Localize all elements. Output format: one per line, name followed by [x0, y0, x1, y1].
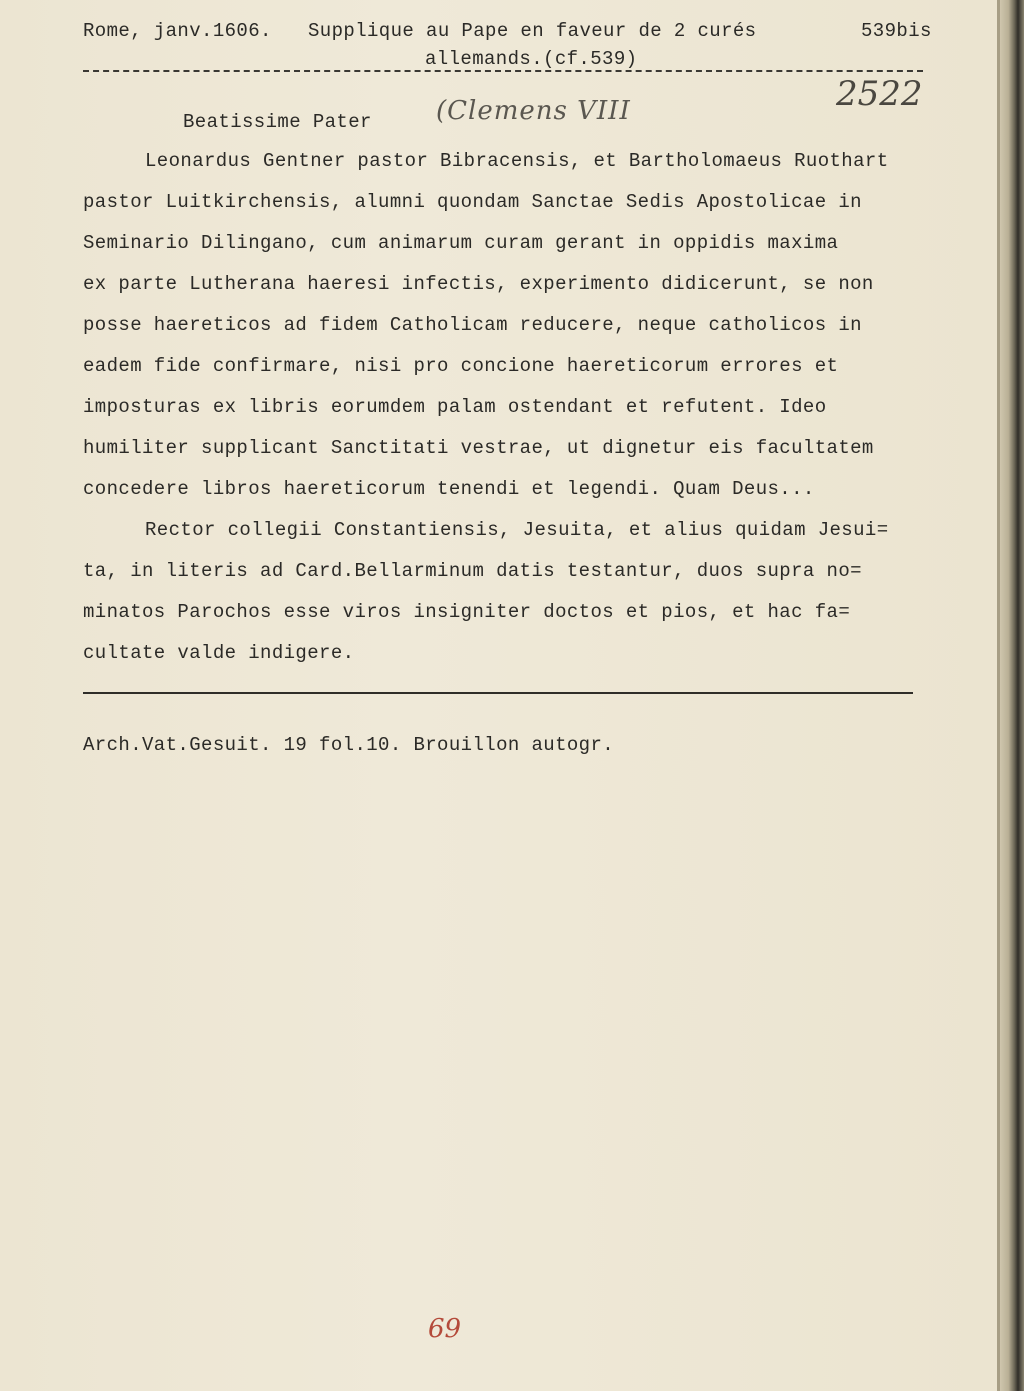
header-subject-line2: allemands.(cf.539): [425, 48, 638, 70]
paragraph-line: pastor Luitkirchensis, alumni quondam Sanctae Sedis Apostolicae in: [83, 191, 862, 213]
paragraph-line: humiliter supplicant Sanctitati vestrae, ut dignetur eis facultatem: [83, 437, 874, 459]
folio-mark: 69: [428, 1314, 462, 1344]
header-subject-line1: Supplique au Pape en faveur de 2 curés: [308, 20, 757, 42]
paragraph-line: ta, in literis ad Card.Bellarminum datis testantur, duos supra no=: [83, 560, 862, 582]
paragraph-1: [83, 141, 943, 510]
header-dashed-rule: [83, 70, 923, 72]
salutation: Beatissime Pater: [183, 111, 372, 133]
header-page-ref: 539bis: [861, 20, 932, 42]
paragraph-line: imposturas ex libris eorumdem palam ostendant et refutent. Ideo: [83, 396, 827, 418]
archive-source: Arch.Vat.Gesuit. 19 fol.10. Brouillon autogr.: [83, 734, 615, 756]
handwritten-number: 2522: [836, 74, 923, 114]
handwritten-note: (Clemens VIII: [436, 96, 631, 126]
paragraph-line: Seminario Dilingano, cum animarum curam gerant in oppidis maxima: [83, 232, 839, 254]
paragraph-line: minatos Parochos esse viros insigniter doctos et pios, et hac fa=: [83, 601, 851, 623]
paragraph-line: Leonardus Gentner pastor Bibracensis, et Bartholomaeus Ruothart: [145, 150, 889, 172]
paragraph-2: [83, 510, 943, 674]
header-place-date: Rome, janv.1606.: [83, 20, 272, 42]
paragraph-line: ex parte Lutherana haeresi infectis, experimento didicerunt, se non: [83, 273, 874, 295]
paragraph-line: eadem fide confirmare, nisi pro concione haereticorum errores et: [83, 355, 839, 377]
paragraph-line: Rector collegii Constantiensis, Jesuita, et alius quidam Jesui=: [145, 519, 889, 541]
paragraph-line: posse haereticos ad fidem Catholicam reducere, neque catholicos in: [83, 314, 862, 336]
page-binding-edge: [1000, 0, 1024, 1391]
source-divider: [83, 692, 913, 694]
paragraph-line: cultate valde indigere.: [83, 642, 355, 664]
paragraph-line: concedere libros haereticorum tenendi et legendi. Quam Deus...: [83, 478, 815, 500]
